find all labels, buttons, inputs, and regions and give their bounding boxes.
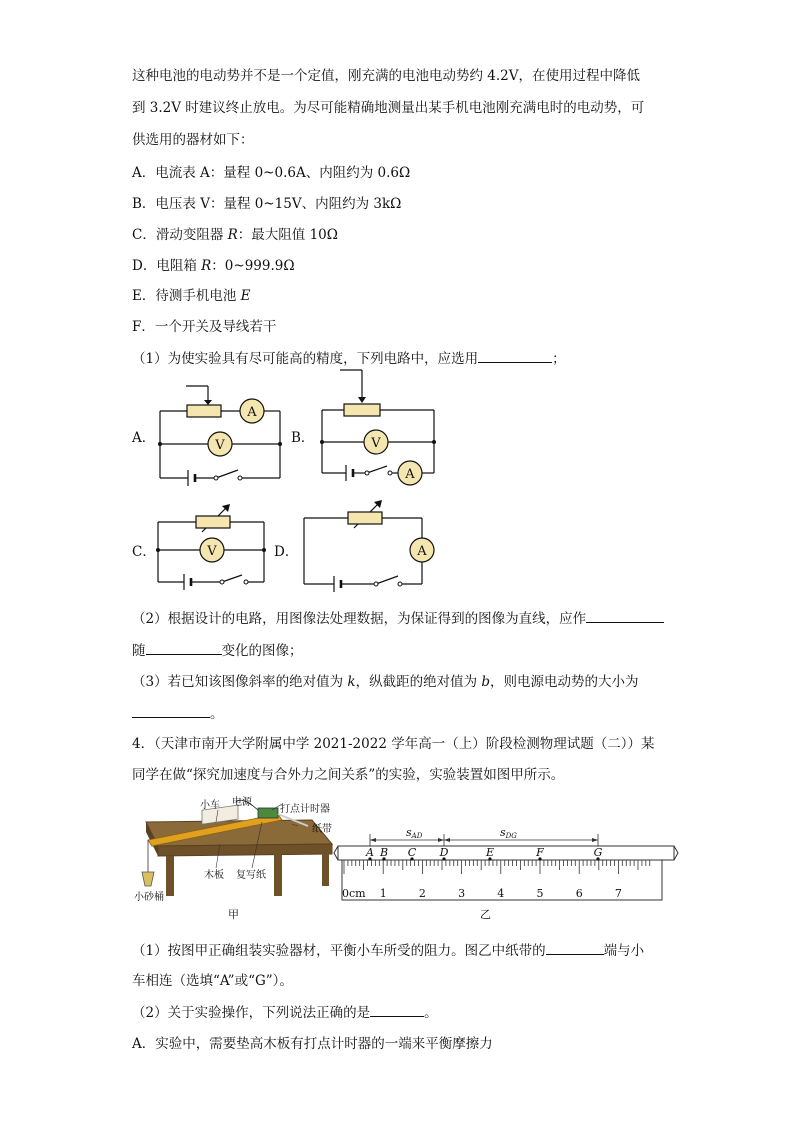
ruler-number: 6	[575, 887, 583, 900]
question-4-1-line-1	[132, 940, 644, 961]
answer-blank-2b[interactable]	[146, 640, 222, 655]
equipment-e-var: E	[240, 288, 251, 304]
label-power: 电源	[232, 797, 252, 808]
equipment-c	[132, 225, 338, 245]
circuit-b-label: B．	[291, 430, 315, 446]
question-4-2	[132, 1002, 438, 1023]
question-4-line-2: 同学在做“探究加速度与合外力之间关系”的实验，实验装置如图甲所示。	[132, 767, 565, 783]
answer-blank-4-2[interactable]	[370, 1002, 424, 1017]
question-3-b: b	[481, 674, 491, 690]
figure-yi-caption: 乙	[480, 908, 491, 921]
svg-text:V: V	[371, 436, 381, 451]
seg-dg-label: sDG	[500, 826, 517, 840]
question-3-end: 。	[210, 706, 224, 722]
question-3-line-2	[132, 703, 224, 724]
equipment-d-var: R	[201, 258, 212, 274]
equipment-e	[132, 286, 251, 306]
equipment-c-pre: C．滑动变阻器	[132, 227, 228, 243]
label-carbon: 复写纸	[236, 870, 266, 881]
label-tape: 纸带	[312, 824, 332, 835]
svg-text:A: A	[417, 544, 427, 559]
intro-line-3: 供选用的器材如下：	[132, 132, 254, 148]
svg-text:V: V	[215, 438, 225, 453]
question-4-2-text: （2）关于实验操作，下列说法正确的是	[132, 1005, 371, 1021]
figure-jia-caption: 甲	[228, 908, 239, 921]
equipment-e-pre: E．待测手机电池	[132, 288, 241, 304]
ruler-number: 5	[536, 887, 544, 900]
question-4-2-end: 。	[424, 1005, 438, 1021]
answer-blank-1[interactable]	[478, 348, 552, 363]
equipment-f: F．一个开关及导线若干	[132, 319, 277, 335]
answer-blank-4-1[interactable]	[546, 940, 604, 955]
circuit-a-diagram	[150, 378, 290, 488]
question-2-pre: 随	[132, 643, 146, 659]
ruler-number: 4	[497, 887, 505, 900]
question-1-end: ；	[552, 351, 566, 367]
equipment-d	[132, 256, 295, 276]
label-car: 小车	[200, 800, 220, 811]
question-2-line-1	[132, 608, 664, 629]
answer-blank-3[interactable]	[132, 703, 210, 718]
intro-line-2: 到 3.2V 时建议终止放电。为尽可能精确地测量出某手机电池刚充满电时的电动势，可	[132, 100, 645, 116]
question-2-line-2	[132, 640, 303, 661]
tape-point-label: F	[536, 846, 544, 859]
question-4-line-1: 4．（天津市南开大学附属中学 2021-2022 学年高一（上）阶段检测物理试题（二））某	[132, 736, 655, 752]
tape-point-label: E	[485, 846, 495, 859]
svg-text:A: A	[405, 467, 415, 482]
tape-ruler-figure	[332, 822, 682, 922]
circuit-d-label: D．	[274, 544, 299, 560]
equipment-d-pre: D．电阻箱	[132, 258, 202, 274]
equipment-b: B．电压表 V：量程 0~15V、内阻约为 3kΩ	[132, 196, 402, 212]
circuit-a-label: A．	[132, 430, 156, 446]
circuit-b-diagram	[312, 360, 440, 492]
question-3-post: ，则电源电动势的大小为	[490, 674, 639, 690]
circuit-d-diagram	[296, 494, 440, 594]
ruler-number: 7	[614, 887, 622, 900]
question-3-line-1	[132, 672, 639, 692]
tape-point-label: B	[379, 846, 389, 859]
equipment-c-var: R	[227, 227, 238, 243]
intro-line-1: 这种电池的电动势并不是一个定值，刚充满的电池电动势约 4.2V，在使用过程中降低	[132, 68, 641, 84]
tape-point-label: C	[407, 846, 417, 859]
question-3-mid: ，纵截距的绝对值为	[355, 674, 482, 690]
tape-point-label: A	[366, 846, 374, 859]
ruler-number: 2	[418, 887, 426, 900]
tape-point-label: G	[593, 846, 603, 859]
circuit-c-label: C．	[132, 544, 156, 560]
equipment-c-post: ：最大阻值 10Ω	[237, 227, 338, 243]
label-bucket: 小砂桶	[134, 892, 164, 903]
tape-point-label: D	[439, 846, 449, 859]
svg-text:A: A	[247, 405, 257, 420]
question-1-text: （1）为使实验具有尽可能高的精度，下列电路中，应选用	[132, 351, 479, 367]
equipment-d-post: ：0~999.9Ω	[211, 258, 295, 274]
question-4-1-line-2: 车相连（选填“A”或“G”）。	[132, 973, 293, 989]
answer-blank-2a[interactable]	[586, 608, 664, 623]
question-3-k: k	[347, 674, 356, 690]
equipment-a: A．电流表 A：量程 0~0.6A、内阻约为 0.6Ω	[132, 165, 411, 181]
apparatus-figure	[132, 796, 337, 924]
question-2-text: （2）根据设计的电路，用图像法处理数据，为保证得到的图像为直线，应作	[132, 611, 587, 627]
label-board: 木板	[204, 870, 224, 881]
ruler-number: 3	[458, 887, 466, 900]
question-4-1-pre: （1）按图甲正确组装实验器材，平衡小车所受的阻力。图乙中纸带的	[132, 943, 546, 959]
option-4-2-a: A．实验中，需要垫高木板有打点计时器的一端来平衡摩擦力	[132, 1036, 493, 1052]
circuit-c-diagram	[150, 500, 274, 590]
svg-text:V: V	[207, 544, 217, 559]
ruler-number: 1	[379, 887, 387, 900]
question-3-pre: （3）若已知该图像斜率的绝对值为	[132, 674, 348, 690]
seg-ad-label: sAD	[406, 826, 423, 840]
question-4-1-post: 端与小	[603, 943, 645, 959]
label-timer: 打点计时器	[280, 804, 330, 815]
ruler-unit: 0cm	[342, 887, 366, 900]
question-2-post: 变化的图像；	[221, 643, 303, 659]
